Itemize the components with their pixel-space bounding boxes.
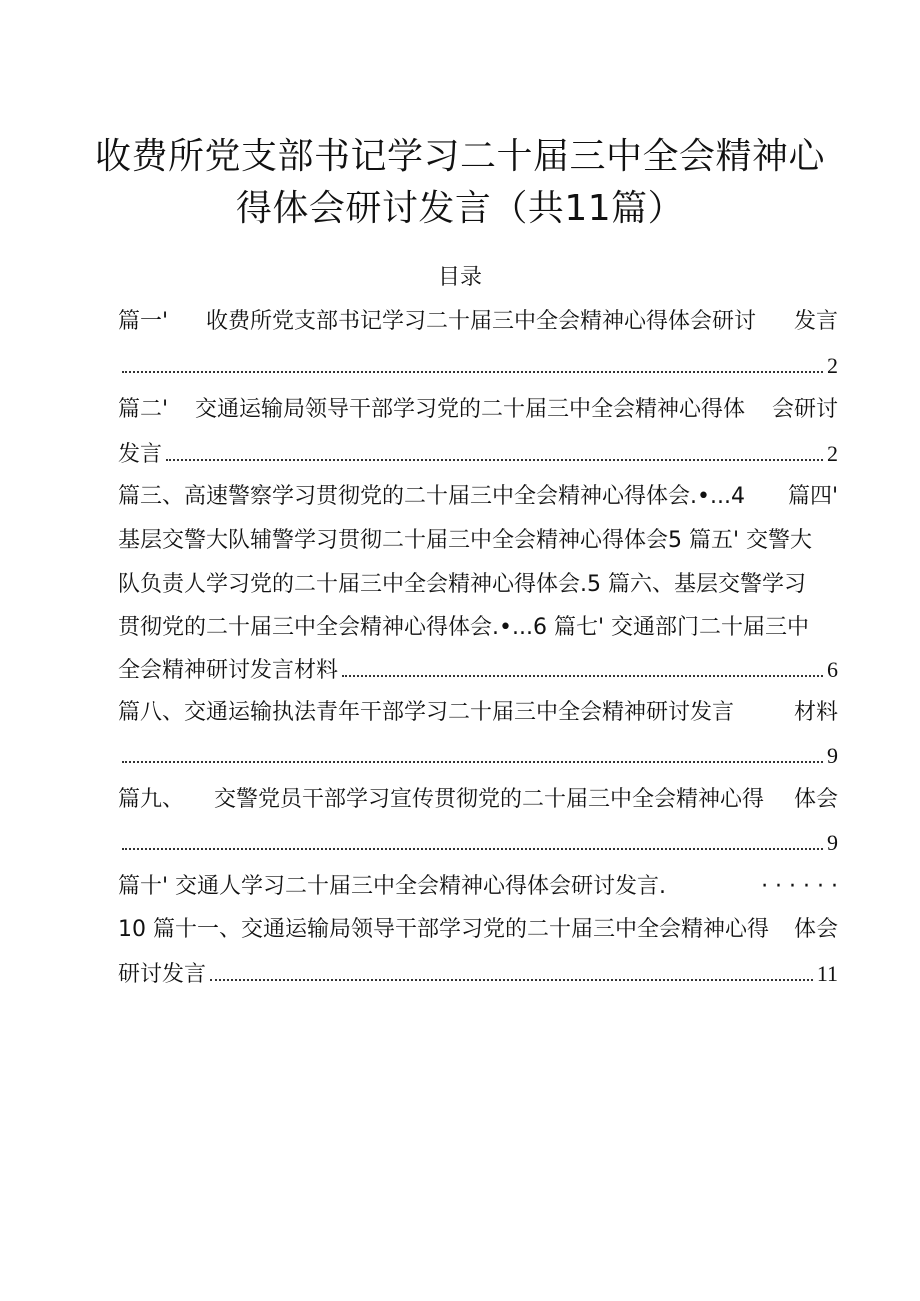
toc-entry-2-title: 交通运输局领导干部学习党的二十届三中全会精神心得体 — [195, 397, 746, 422]
toc-entry-11-text: 10 篇十一、交通运输局领导干部学习党的二十届三中全会精神心得 — [118, 917, 769, 942]
toc-entry-7-title-tail: 全会精神研讨发言材料 — [118, 658, 339, 683]
toc-run-line-2[interactable]: 队负责人学习党的二十届三中全会精神心得体会.5 篇六、基层交警学习 — [118, 572, 806, 597]
toc-entry-11[interactable] — [118, 915, 838, 945]
dot-leader — [122, 847, 823, 850]
document-title-line-1: 收费所党支部书记学习二十届三中全会精神心 — [94, 136, 825, 177]
toc-entry-1-page: 2 — [827, 353, 838, 378]
toc-entry-1-title-end: 发言 — [793, 309, 838, 334]
toc-entry-9-title-end: 体会 — [793, 787, 838, 812]
toc-entry-7-leader[interactable] — [118, 655, 838, 686]
toc-run-line-1[interactable]: 基层交警大队辅警学习贯彻二十届三中全会精神心得体会5 篇五' 交警大 — [118, 528, 813, 553]
toc-entry-3-text: 篇三、高速警察学习贯彻党的二十届三中全会精神心得体会.•...4 — [118, 484, 745, 509]
toc-entry-8-title-end: 材料 — [793, 700, 838, 725]
toc-entry-3[interactable] — [118, 482, 838, 512]
toc-run-line-3[interactable]: 贯彻党的二十届三中全会精神心得体会.•...6 篇七' 交通部门二十届三中 — [118, 615, 809, 640]
toc-entry-11-leader[interactable] — [118, 959, 838, 990]
toc-entry-8-page: 9 — [827, 743, 838, 768]
toc-entry-2-leader — [118, 439, 838, 470]
toc-entry-2-title-end: 会研讨 — [771, 397, 838, 422]
toc-heading: 目录 — [437, 265, 482, 290]
dot-leader — [122, 370, 823, 373]
toc-entry-11-title-end: 体会 — [793, 917, 838, 942]
toc-entry-2-page: 2 — [827, 441, 838, 466]
toc-entry-8-title: 篇八、交通运输执法青年干部学习二十届三中全会精神研讨发言 — [118, 700, 735, 725]
toc-entry-9-leader — [118, 828, 838, 858]
toc-entry-10-title: 篇十' 交通人学习二十届三中全会精神心得体会研讨发言. — [118, 874, 667, 899]
toc-entry-2[interactable] — [118, 395, 838, 425]
toc-entry-11-page: 11 — [816, 961, 838, 986]
document-title-line-2: 得体会研讨发言（共11篇） — [235, 188, 685, 229]
toc-entry-11-title-tail: 研讨发言 — [118, 962, 207, 987]
toc-entry-8[interactable] — [118, 698, 838, 728]
dot-leader — [166, 458, 823, 461]
toc-entry-1-title: 收费所党支部书记学习二十届三中全会精神心得体会研讨 — [206, 309, 757, 334]
toc-entry-9-number: 篇九、 — [118, 787, 185, 812]
dot-leader — [342, 674, 823, 677]
toc-entry-8-leader — [118, 741, 838, 771]
toc-entry-1-leader — [118, 351, 838, 381]
toc-entry-2-title-tail: 发言 — [118, 442, 163, 467]
toc-entry-10-dots: · · · · · · — [761, 874, 838, 899]
dot-leader — [122, 760, 823, 763]
toc-entry-10[interactable] — [118, 872, 838, 902]
toc-entry-1-number: 篇一' — [118, 309, 169, 334]
toc-entry-9-title: 交警党员干部学习宣传贯彻党的二十届三中全会精神心得 — [213, 787, 764, 812]
toc-entry-1[interactable] — [118, 307, 838, 337]
toc-entry-9[interactable] — [118, 785, 838, 815]
toc-entry-2-number: 篇二' — [118, 397, 169, 422]
dot-leader — [210, 978, 813, 981]
toc-entry-7-page: 6 — [827, 657, 838, 682]
toc-entry-9-page: 9 — [827, 830, 838, 855]
toc-entry-4-number: 篇四' — [787, 484, 838, 509]
